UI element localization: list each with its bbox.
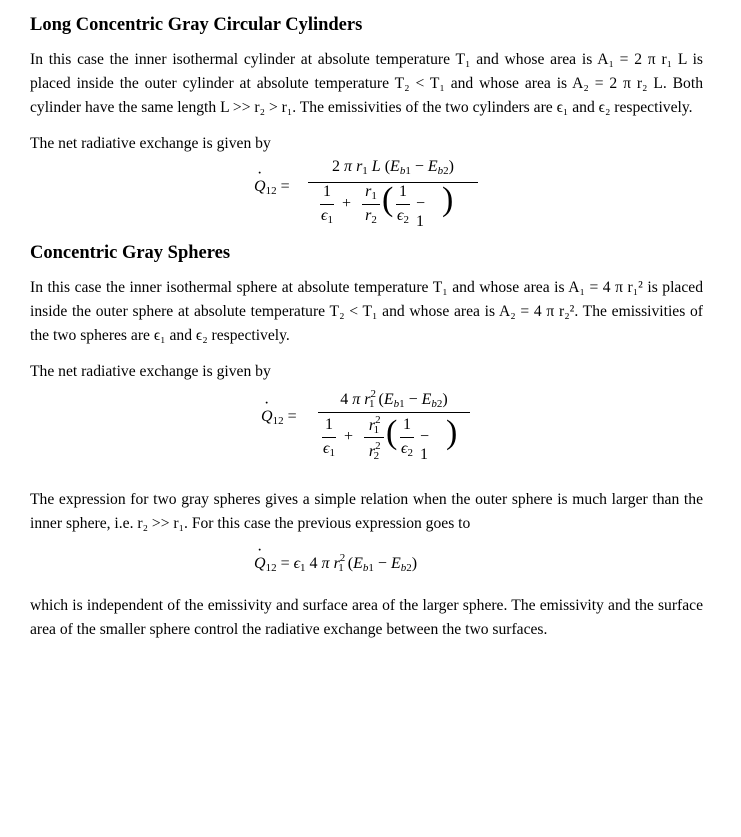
paragraph-conclusion: which is independent of the emissivity and surface area of the larger sphere. The emissivity and the surface area of the smaller sphere control the radiative exchange between the two surfaces. (30, 597, 703, 638)
paragraph-spheres-intro: In this case the inner isothermal sphere at absolute temperature T₁ and whose area is A₁ = 4 π r₁² is placed inside the outer sphere at absolute temperature T₂ < T₁ and whose area is A₂ = 4 π r₂². The emissivities of the two spheres are ϵ₁ and ϵ₂ respectively. (30, 279, 703, 344)
paragraph-cylinders-intro: In this case the inner isothermal cylinder at absolute temperature T₁ and whose area is A₁ = 2 π r₁ L is placed inside the outer cylinder at absolute temperature T₂ < T₁ and whose area is A₂ = 2 π r₂ L. Both cylinder have the same length L >> r₂ > r₁. The emissivities of the two cylinders are ϵ₁ and ϵ₂ respectively. (30, 51, 703, 116)
document-page (30, 14, 703, 642)
paragraph-spheres-limit: The expression for two gray spheres gives a simple relation when the outer sphere is much larger than the inner sphere, i.e. r₂ >> r₁. For this case the previous expression goes to (30, 491, 703, 532)
section-heading-spheres: Concentric Gray Spheres (30, 243, 231, 263)
paragraph-net-exchange-2: The net radiative exchange is given by (30, 363, 271, 380)
equation-cylinders: · $Q_{12}$ = 2 π $r_1$ L $(E_{b1} - E_{b2})$ 1 $\epsilon_1$ + $r_1$ $r_2$ ( 1 $\epsilon_2$ − 1 ) (30, 156, 703, 236)
equation-spheres: · $Q_{12}$ = 4 π $r^2_1$ $(E_{b1} - E_{b2})$ 1 $\epsilon_1$ + $r^2_1$ $r^2_2$ ( 1 $\epsilon_2$ − 1 ) (30, 384, 703, 480)
equation-spheres-limit: · $Q_{12} = \epsilon_1$ 4 π $r^2_1$ $(E_{b1} - E_{b2})$ (30, 536, 703, 590)
paragraph-net-exchange-1: The net radiative exchange is given by (30, 135, 271, 152)
equation-cylinders-numerator: 2 π $r_1$ L $(E_{b1} - E_{b2})$ (332, 158, 454, 177)
section-heading-cylinders: Long Concentric Gray Circular Cylinders (30, 15, 363, 35)
